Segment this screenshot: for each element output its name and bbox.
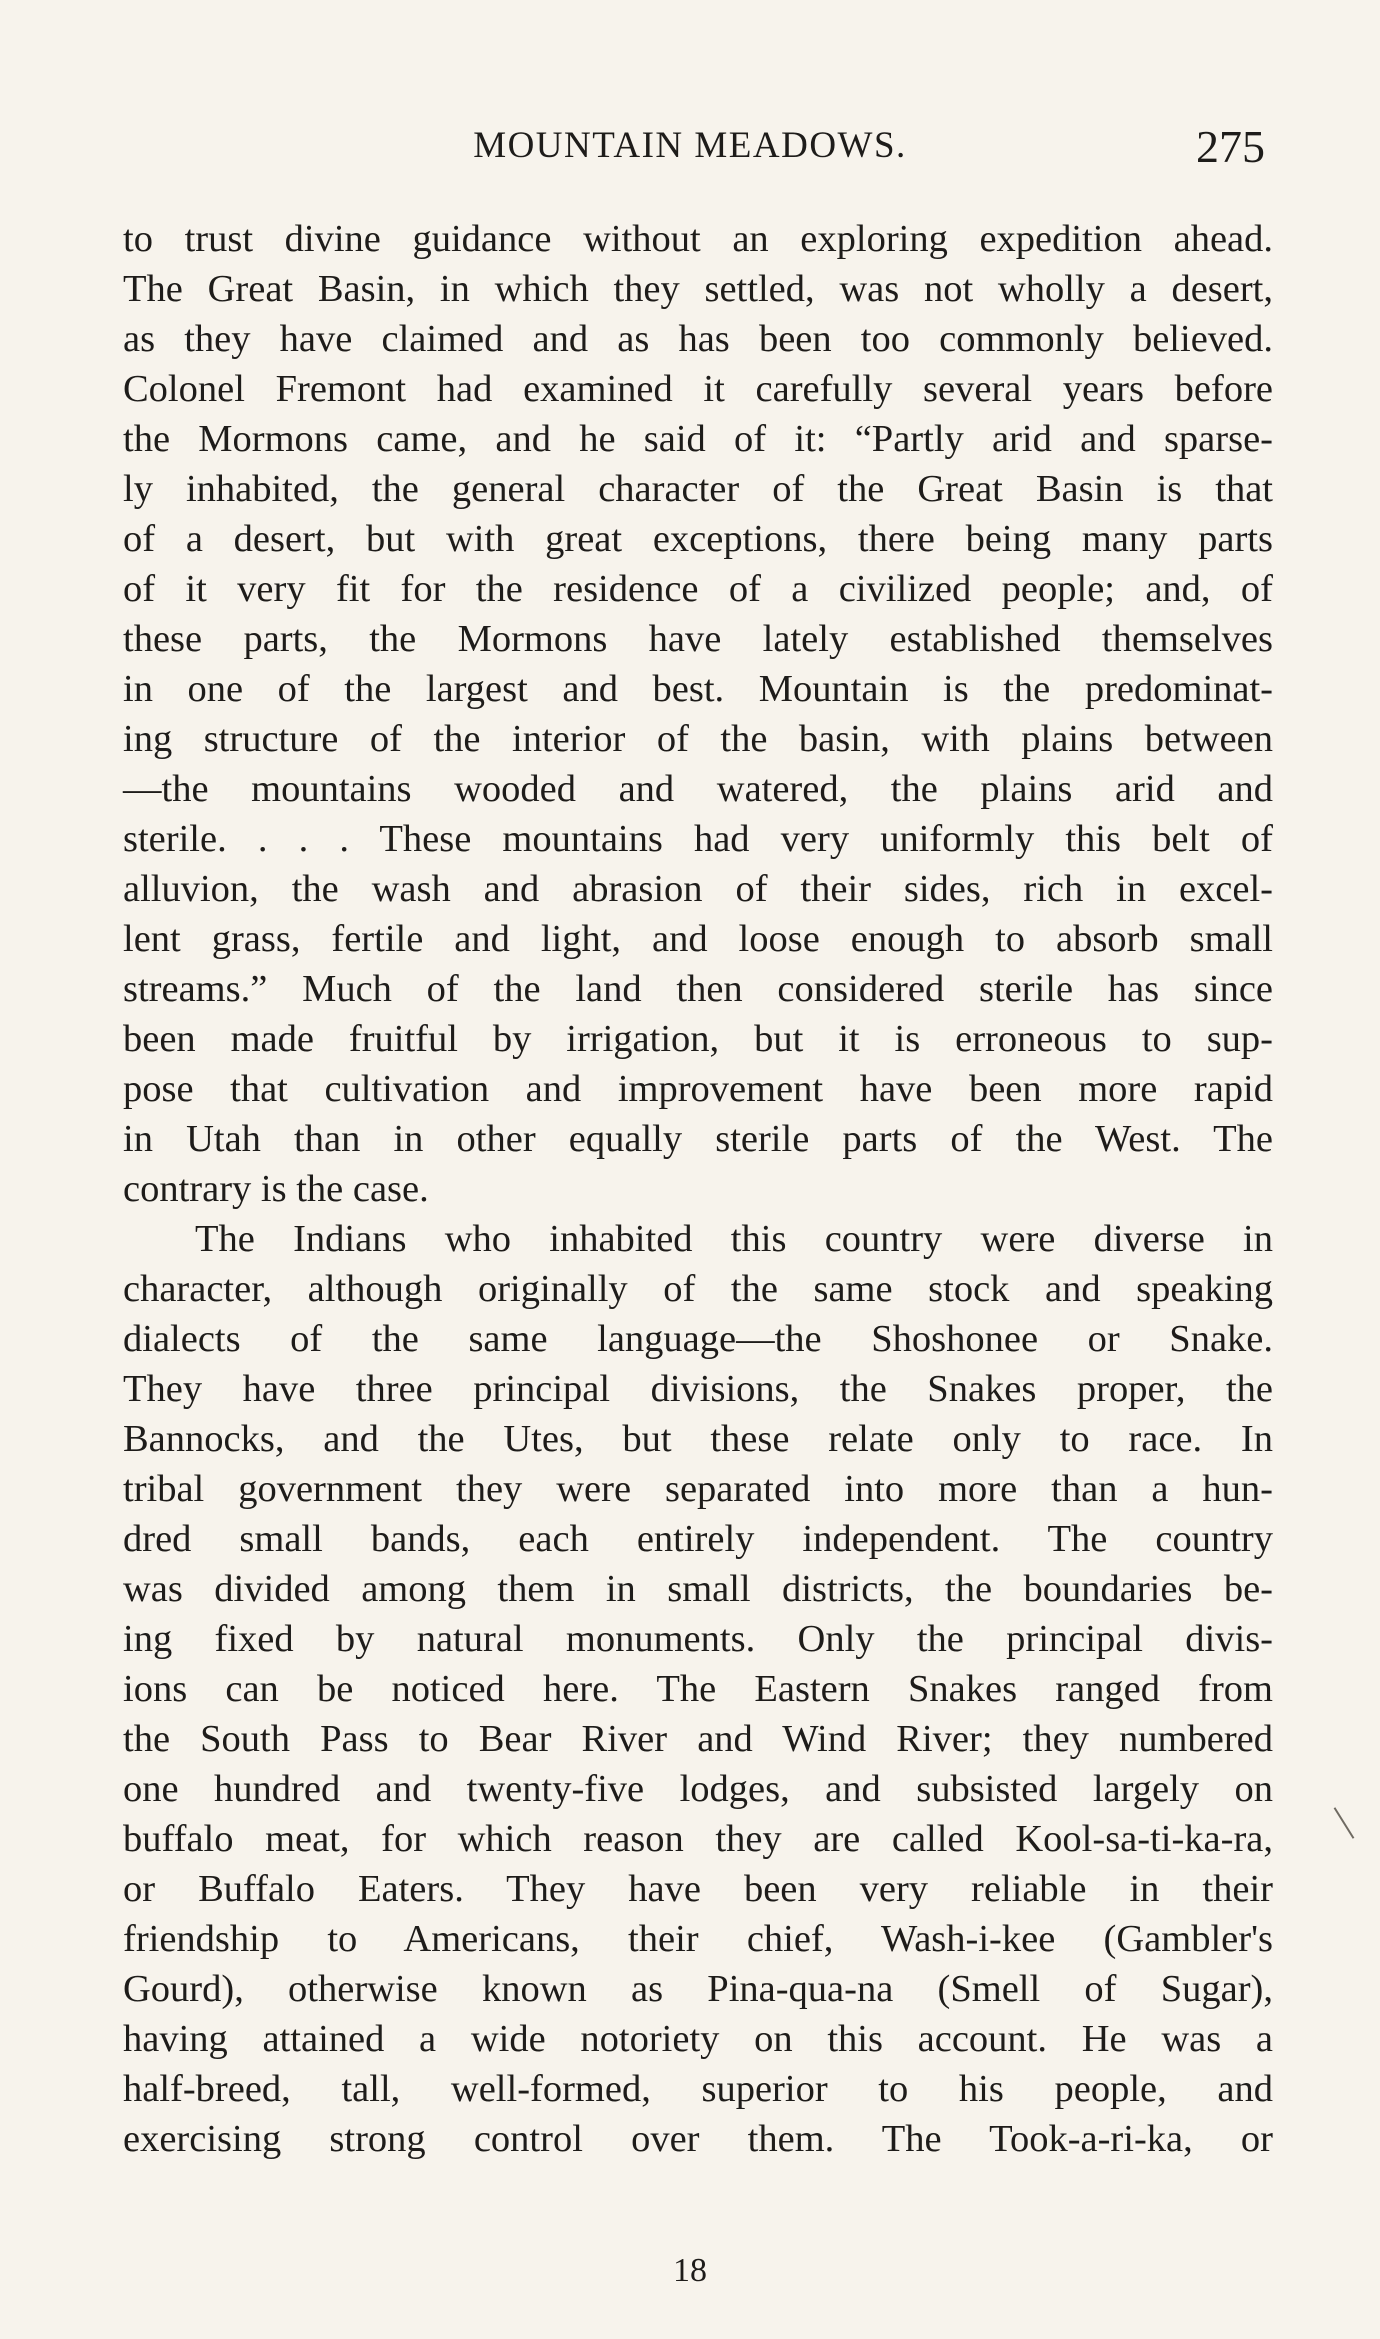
text-line: or Buffalo Eaters. They have been very reliable in their [123, 1868, 1273, 1910]
text-line: of a desert, but with great exceptions, there being many parts [123, 518, 1273, 560]
text-line: half-breed, tall, well-formed, superior to his people, and [123, 2068, 1273, 2110]
paragraph-start-line: The Indians who inhabited this country were diverse in [195, 1218, 1273, 1260]
text-line: been made fruitful by irrigation, but it is erroneous to sup- [123, 1018, 1273, 1060]
text-line: tribal government they were separated into more than a hun- [123, 1468, 1273, 1510]
text-line: Gourd), otherwise known as Pina-qua-na (Smell of Sugar), [123, 1968, 1273, 2010]
margin-pencil-mark [1334, 1807, 1355, 1839]
text-line: exercising strong control over them. The Took-a-ri-ka, or [123, 2118, 1273, 2160]
text-line: the South Pass to Bear River and Wind River; they numbered [123, 1718, 1273, 1760]
text-line: dred small bands, each entirely independent. The country [123, 1518, 1273, 1560]
text-line: dialects of the same language—the Shoshonee or Snake. [123, 1318, 1273, 1360]
body-text [123, 214, 1273, 2164]
text-line: streams.” Much of the land then considered sterile has since [123, 968, 1273, 1010]
text-line: was divided among them in small districts, the boundaries be- [123, 1568, 1273, 1610]
text-line: ions can be noticed here. The Eastern Snakes ranged from [123, 1668, 1273, 1710]
text-line: in Utah than in other equally sterile parts of the West. The [123, 1118, 1273, 1160]
text-line: friendship to Americans, their chief, Wash-i-kee (Gambler's [123, 1918, 1273, 1960]
text-line: ing fixed by natural monuments. Only the principal divis- [123, 1618, 1273, 1660]
text-line: lent grass, fertile and light, and loose enough to absorb small [123, 918, 1273, 960]
text-line: ing structure of the interior of the basin, with plains between [123, 718, 1273, 760]
text-line: pose that cultivation and improvement have been more rapid [123, 1068, 1273, 1110]
text-line: as they have claimed and as has been too commonly believed. [123, 318, 1273, 360]
running-head: MOUNTAIN MEADOWS. [473, 125, 907, 166]
signature-mark: 18 [673, 2252, 707, 2289]
text-line: one hundred and twenty-five lodges, and subsisted largely on [123, 1768, 1273, 1810]
text-line: these parts, the Mormons have lately established themselves [123, 618, 1273, 660]
text-line: They have three principal divisions, the Snakes proper, the [123, 1368, 1273, 1410]
text-line: buffalo meat, for which reason they are called Kool-sa-ti-ka-ra, [123, 1818, 1273, 1860]
text-line: —the mountains wooded and watered, the plains arid and [123, 768, 1273, 810]
text-line: Bannocks, and the Utes, but these relate only to race. In [123, 1418, 1273, 1460]
text-line: of it very fit for the residence of a civilized people; and, of [123, 568, 1273, 610]
text-line: sterile. . . . These mountains had very uniformly this belt of [123, 818, 1273, 860]
text-line: in one of the largest and best. Mountain is the predominat- [123, 668, 1273, 710]
text-line: to trust divine guidance without an exploring expedition ahead. [123, 218, 1273, 260]
paragraph-end-line: contrary is the case. [123, 1168, 429, 1210]
text-line: character, although originally of the same stock and speaking [123, 1268, 1273, 1310]
text-line: alluvion, the wash and abrasion of their sides, rich in excel- [123, 868, 1273, 910]
text-line: ly inhabited, the general character of the Great Basin is that [123, 468, 1273, 510]
page-number: 275 [1196, 121, 1265, 172]
text-line: Colonel Fremont had examined it carefully several years before [123, 368, 1273, 410]
text-line: having attained a wide notoriety on this account. He was a [123, 2018, 1273, 2060]
text-line: the Mormons came, and he said of it: “Partly arid and sparse- [123, 418, 1273, 460]
page-header [0, 121, 1380, 184]
text-line: The Great Basin, in which they settled, was not wholly a desert, [123, 268, 1273, 310]
